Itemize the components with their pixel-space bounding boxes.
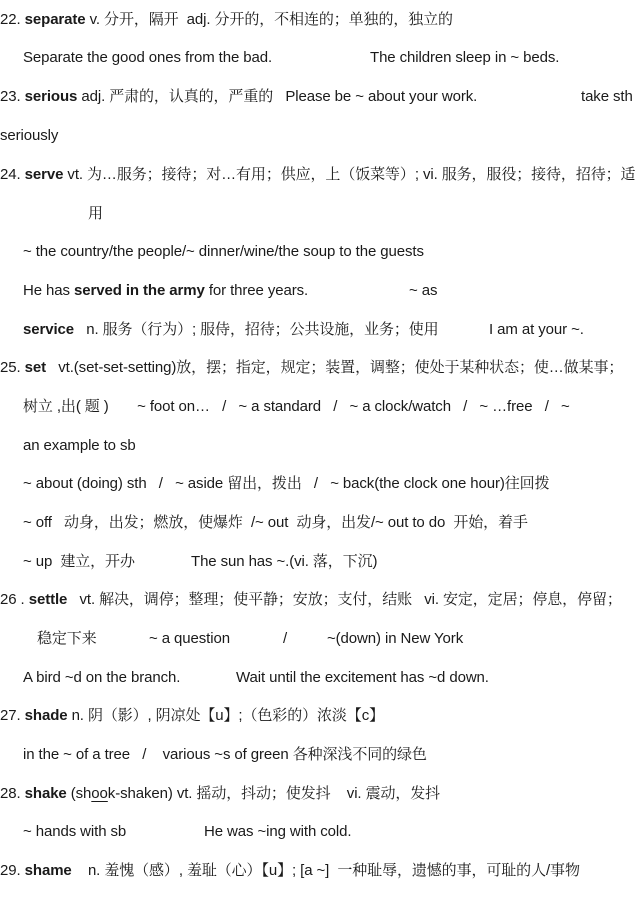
entry-24-definition-continued: 用	[88, 205, 103, 222]
definition-text: n. 阴（影）, 阴凉处【u】;（色彩的）浓淡【c】	[67, 707, 384, 724]
entry-23-phrase-continued: seriously	[0, 127, 59, 144]
example-text: for three years.	[204, 282, 309, 299]
underlined-letters: oo	[91, 785, 108, 802]
headword: serious	[24, 88, 78, 105]
headword: settle	[28, 591, 68, 608]
headword: set	[24, 359, 47, 376]
headword: shake	[24, 785, 67, 802]
entry-25-definition	[0, 358, 623, 378]
example-text: He has	[23, 282, 74, 299]
entry-27-definition	[0, 706, 384, 726]
entry-25-line-2: 树立 ,出( 题 ) ~ foot on… / ~ a standard / ~ a clock/watch / ~ …free / ~	[23, 398, 570, 415]
entry-28-example-2: He was ~ing with cold.	[204, 823, 352, 840]
definition-text: vt.(set-set-setting)放，摆；指定，规定；装置，调整；使处于某种状态；使…做某事；	[46, 359, 624, 376]
entry-29-definition	[0, 861, 580, 881]
definition-text: (sh	[66, 785, 92, 802]
entry-26-line-2b: ~ a question	[149, 630, 230, 647]
headword: separate	[24, 11, 86, 28]
entry-28-example-1: ~ hands with sb	[23, 823, 127, 840]
entry-24-example-1: ~ the country/the people/~ dinner/wine/the soup to the guests	[23, 243, 424, 260]
headword: shame	[24, 862, 72, 879]
entry-25-line-3: an example to sb	[23, 437, 136, 454]
entry-number: 24.	[0, 166, 21, 183]
entry-number: 25.	[0, 359, 21, 376]
entry-number: 22.	[0, 11, 21, 28]
entry-26-definition	[0, 590, 622, 610]
definition-text: v. 分开，隔开 adj. 分开的，不相连的；单独的，独立的	[85, 11, 453, 28]
entry-25-line-6b: The sun has ~.(vi. 落，下沉)	[191, 553, 378, 570]
entry-28-definition	[0, 784, 440, 804]
entry-26-example-1: A bird ~d on the branch.	[23, 669, 181, 686]
entry-22-example-1: Separate the good ones from the bad.	[23, 49, 273, 66]
entry-26-line-2a: 稳定下来	[37, 630, 97, 647]
entry-22-example-2: The children sleep in ~ beds.	[370, 49, 560, 66]
definition-text: k-shaken) vt. 摇动，抖动；使发抖 vi. 震动，发抖	[107, 785, 441, 802]
headword: shade	[24, 707, 68, 724]
entry-25-line-6a: ~ up 建立，开办	[23, 553, 135, 570]
entry-26-line-2d: ~(down) in New York	[327, 630, 464, 647]
entry-24-phrase-as: ~ as	[409, 282, 438, 299]
entry-25-line-4: ~ about (doing) sth / ~ aside 留出，拨出 / ~ back(the clock one hour)往回拨	[23, 475, 550, 492]
entry-24-derived-example: I am at your ~.	[489, 321, 584, 338]
derived-definition: n. 服务（行为）; 服侍，招待；公共设施，业务；使用	[74, 321, 439, 338]
highlighted-phrase: served in the army	[74, 282, 205, 299]
entry-23-phrase: take sth	[581, 88, 633, 105]
entry-number: 26 .	[0, 591, 25, 608]
entry-number: 23.	[0, 88, 21, 105]
entry-24-definition	[0, 165, 635, 185]
entry-24-derived	[23, 320, 439, 340]
entry-24-example-2	[23, 281, 308, 301]
entry-23-definition	[0, 87, 477, 107]
headword: serve	[24, 166, 64, 183]
entry-25-line-5: ~ off 动身，出发；燃放，使爆炸 /~ out 动身，出发/~ out to do 开始，着手	[23, 514, 528, 531]
definition-text: adj. 严肃的，认真的，严重的 Please be ~ about your work.	[77, 88, 478, 105]
entry-26-line-2c: /	[283, 630, 288, 647]
derived-headword: service	[23, 321, 75, 338]
definition-text: vt. 解决，调停；整理；使平静；安放；支付，结账 vi. 安定，定居；停息，停留；	[67, 591, 622, 608]
definition-text: vt. 为…服务；接待；对…有用；供应，上（饭菜等）; vi. 服务，服役；接待，招待；适	[63, 166, 636, 183]
entry-22-definition	[0, 10, 453, 30]
entry-26-example-2: Wait until the excitement has ~d down.	[236, 669, 489, 686]
entry-27-line-2: in the ~ of a tree / various ~s of green 各种深浅不同的绿色	[23, 746, 427, 763]
entry-number: 27.	[0, 707, 21, 724]
entry-number: 29.	[0, 862, 21, 879]
definition-text: n. 羞愧（感）, 羞耻（心）【u】; [a ~] 一种耻辱，遗憾的事，可耻的人/事物	[71, 862, 580, 879]
entry-number: 28.	[0, 785, 21, 802]
